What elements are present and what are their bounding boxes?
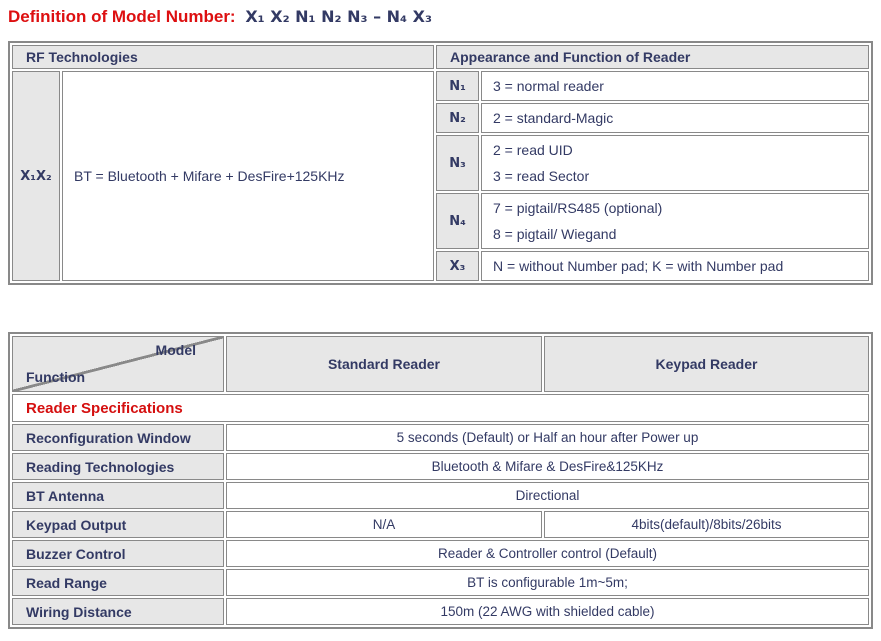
model-number-formula: X₁ X₂ N₁ N₂ N₃ – N₄ X₃: [245, 7, 432, 26]
spec-value-standard: N/A: [226, 511, 542, 538]
rf-value-cell: BT = Bluetooth + Mifare + DesFire+125KHz: [62, 71, 434, 281]
spec-label-bt-antenna: BT Antenna: [12, 482, 224, 509]
table-row: [12, 453, 869, 480]
value-line: 8 = pigtail/ Wiegand: [493, 226, 617, 242]
table2-header-row: [12, 336, 869, 392]
spec-label-reconfiguration-window: Reconfiguration Window: [12, 424, 224, 451]
table-row: [12, 424, 869, 451]
spec-label-read-range: Read Range: [12, 569, 224, 596]
table-row: [12, 540, 869, 567]
section-row: [12, 394, 869, 422]
code-x3-cell: X₃: [436, 251, 479, 281]
spec-label-wiring-distance: Wiring Distance: [12, 598, 224, 625]
value-x3-cell: [481, 251, 869, 281]
table-row: [12, 511, 869, 538]
reader-specifications-table: [8, 332, 873, 629]
spec-label-buzzer-control: Buzzer Control: [12, 540, 224, 567]
value-line: 2 = read UID: [493, 142, 573, 158]
header-rf-technologies: RF Technologies: [12, 45, 434, 69]
table1-header-row: [12, 45, 869, 69]
spec-value: Reader & Controller control (Default): [226, 540, 869, 567]
table-row: [12, 598, 869, 625]
rf-code-cell: X₁X₂: [12, 71, 60, 281]
value-n4-cell: [481, 193, 869, 249]
code-n2-cell: N₂: [436, 103, 479, 133]
page-title: [8, 7, 881, 27]
value-line: 7 = pigtail/RS485 (optional): [493, 200, 663, 216]
spec-value: BT is configurable 1m~5m;: [226, 569, 869, 596]
corner-label-model: Model: [155, 342, 196, 358]
spec-value: 150m (22 AWG with shielded cable): [226, 598, 869, 625]
section-title-reader-specifications: Reader Specifications: [12, 394, 869, 422]
value-n1-cell: [481, 71, 869, 101]
code-n3-cell: N₃: [436, 135, 479, 191]
code-n1-cell: N₁: [436, 71, 479, 101]
value-line: 2 = standard-Magic: [493, 110, 614, 126]
spec-value: Bluetooth & Mifare & DesFire&125KHz: [226, 453, 869, 480]
header-appearance-function: Appearance and Function of Reader: [436, 45, 869, 69]
spec-value: 5 seconds (Default) or Half an hour after Power up: [226, 424, 869, 451]
header-keypad-reader: Keypad Reader: [544, 336, 869, 392]
spec-value: Directional: [226, 482, 869, 509]
page-title-text: Definition of Model Number:: [8, 7, 236, 26]
value-n3-cell: [481, 135, 869, 191]
code-n4-cell: N₄: [436, 193, 479, 249]
corner-label-function: Function: [26, 369, 86, 385]
header-standard-reader: Standard Reader: [226, 336, 542, 392]
spec-value-keypad: 4bits(default)/8bits/26bits: [544, 511, 869, 538]
value-line: N = without Number pad; K = with Number pad: [493, 258, 784, 274]
spec-label-keypad-output: Keypad Output: [12, 511, 224, 538]
value-line: 3 = normal reader: [493, 78, 604, 94]
spec-label-reading-technologies: Reading Technologies: [12, 453, 224, 480]
table-row: [12, 482, 869, 509]
model-definition-table: [8, 41, 873, 285]
model-function-corner-cell: [12, 336, 224, 392]
table-row: [12, 569, 869, 596]
value-n2-cell: [481, 103, 869, 133]
table-row: [12, 71, 869, 101]
value-line: 3 = read Sector: [493, 168, 590, 184]
